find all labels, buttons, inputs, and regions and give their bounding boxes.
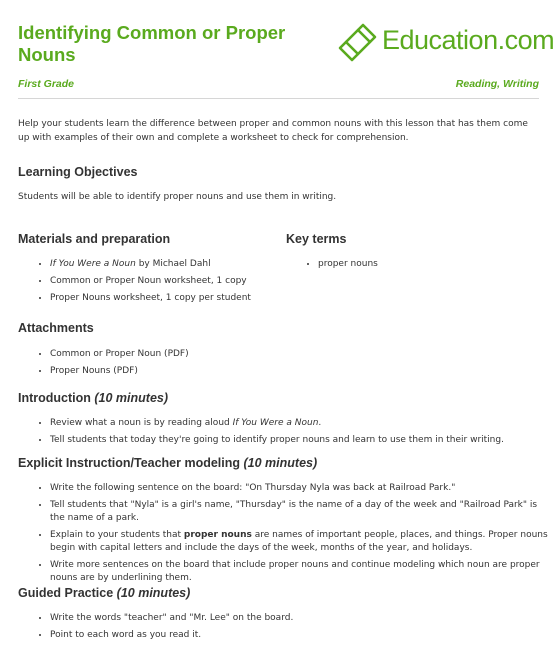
guided-practice-heading — [18, 586, 190, 600]
list-item: • Tell students that "Nyla" is a girl's name, "Thursday" is the name of a day of the week and "Railroad Park" is the name of a park. — [50, 498, 550, 525]
introduction-list — [38, 416, 550, 450]
list-item — [50, 416, 550, 430]
grade-label: First Grade — [18, 78, 75, 90]
list-item: • Write the following sentence on the board: "On Thursday Nyla was back at Railroad Park." — [50, 481, 550, 495]
guided-practice-list — [38, 611, 550, 645]
text-segment: . — [318, 418, 322, 428]
list-item: • Write more sentences on the board that include proper nouns and continue modeling which noun are proper nouns are by underlining them. — [50, 558, 550, 585]
text-segment: are names of important people, places, and things. Proper nouns begin with capital letters and include the days of the week, months of the year, and holidays. — [50, 530, 548, 553]
list-item — [50, 528, 550, 555]
attachments-list — [38, 347, 350, 381]
text-segment: Explain to your students that — [50, 530, 184, 540]
materials-list — [38, 257, 290, 308]
section-title: Guided Practice — [18, 586, 114, 600]
book-title: If You Were a Noun — [50, 259, 136, 269]
list-item: • Common or Proper Noun worksheet, 1 copy — [50, 274, 290, 288]
list-item — [50, 257, 290, 271]
list-item: • Point to each word as you read it. — [50, 628, 550, 642]
section-title: Explicit Instruction/Teacher modeling — [18, 456, 241, 470]
list-item: • Tell students that today they're going to identify proper nouns and learn to use them in their writing. — [50, 433, 550, 447]
introduction-heading — [18, 391, 168, 405]
header-divider — [18, 98, 539, 99]
key-terms-list — [306, 257, 518, 274]
explicit-instruction-heading — [18, 456, 317, 470]
learning-objectives-heading: Learning Objectives — [18, 165, 138, 179]
subject-label: Reading, Writing — [455, 78, 539, 90]
lesson-summary: Help your students learn the difference between proper and common nouns with this lesson that has them come up with examples of their own and complete a worksheet to check for comprehension. — [18, 119, 528, 143]
section-duration: (10 minutes) — [116, 586, 191, 600]
logo-wordmark: Education.com — [382, 25, 555, 55]
list-item: • Write the words "teacher" and "Mr. Lee" on the board. — [50, 611, 550, 625]
attachments-heading: Attachments — [18, 321, 94, 335]
education-logo[interactable] — [336, 22, 555, 66]
book-title: If You Were a Noun — [232, 418, 319, 428]
page-title: Identifying Common or Proper Nouns — [18, 22, 286, 65]
page-header — [0, 0, 557, 100]
pencil-logo-icon — [336, 22, 380, 66]
section-duration: (10 minutes) — [94, 391, 169, 405]
section-title: Introduction — [18, 391, 91, 405]
list-item: • proper nouns — [318, 257, 518, 271]
text-segment: Review what a noun is by reading aloud — [50, 418, 233, 428]
attachment-link[interactable]: • Common or Proper Noun (PDF) — [50, 347, 350, 361]
list-item: • Proper Nouns worksheet, 1 copy per student — [50, 291, 290, 305]
section-duration: (10 minutes) — [243, 456, 318, 470]
materials-heading: Materials and preparation — [18, 232, 171, 246]
key-term: proper nouns — [183, 530, 252, 540]
attachment-link[interactable]: • Proper Nouns (PDF) — [50, 364, 350, 378]
explicit-instruction-list — [38, 481, 550, 588]
key-terms-heading: Key terms — [286, 232, 347, 246]
book-author: by Michael Dahl — [135, 259, 211, 269]
learning-objectives-text: Students will be able to identify proper nouns and use them in writing. — [18, 192, 337, 202]
